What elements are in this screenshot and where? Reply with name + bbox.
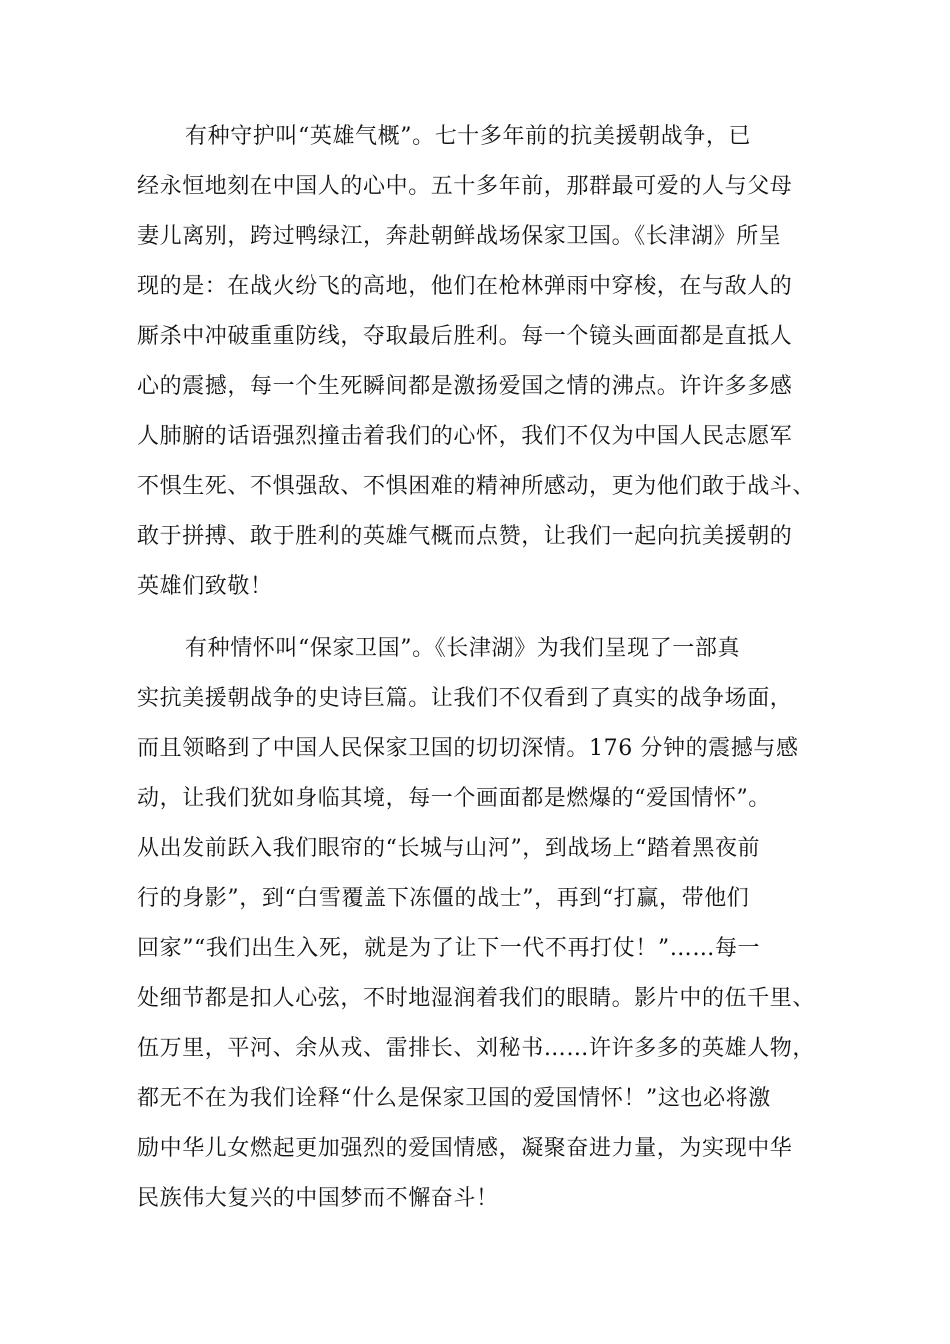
text-line: 妻儿离别，跨过鸭绿江，奔赴朝鲜战场保家卫国。《长津湖》所呈 <box>137 224 782 249</box>
text-line: 有种守护叫“英雄气概”。七十多年前的抗美援朝战争，已 <box>185 124 752 149</box>
paragraph-defend-homeland <box>137 630 837 1230</box>
text-line: 经永恒地刻在中国人的心中。五十多年前，那群最可爱的人与父母 <box>137 174 793 199</box>
text-line: 民族伟大复兴的中国梦而不懈奋斗！ <box>137 1186 499 1211</box>
text-line: 从出发前跃入我们眼帘的“长城与山河”，到战场上“踏着黑夜前 <box>137 836 761 861</box>
text-line: 英雄们致敬！ <box>137 574 273 599</box>
text-line: 励中华儿女燃起更加强烈的爱国情感，凝聚奋进力量，为实现中华 <box>137 1136 793 1161</box>
text-line: 心的震撼，每一个生死瞬间都是激扬爱国之情的沸点。许许多多感 <box>137 374 793 399</box>
paragraph-heroic-spirit <box>137 118 837 618</box>
text-line: 回家”“我们出生入死，就是为了让下一代不再打仗！”……每一 <box>137 936 761 961</box>
text-line: 动，让我们犹如身临其境，每一个画面都是燃爆的“爱国情怀”。 <box>137 786 771 811</box>
text-line: 有种情怀叫“保家卫国”。《长津湖》为我们呈现了一部真 <box>185 636 741 661</box>
text-line: 行的身影”，到“白雪覆盖下冻僵的战士”，再到“打赢，带他们 <box>137 886 750 911</box>
text-line: 伍万里，平河、余从戎、雷排长、刘秘书……许许多多的英雄人物， <box>137 1036 816 1061</box>
text-line: 不惧生死、不惧强敌、不惧困难的精神所感动，更为他们敢于战斗、 <box>137 474 816 499</box>
text-line: 都无不在为我们诠释“什么是保家卫国的爱国情怀！”这也必将激 <box>137 1086 771 1111</box>
text-line: 处细节都是扣人心弦，不时地湿润着我们的眼睛。影片中的伍千里、 <box>137 986 816 1011</box>
text-line: 而且领略到了中国人民保家卫国的切切深情。176 分钟的震撼与感 <box>137 736 799 761</box>
text-line: 现的是：在战火纷飞的高地，他们在枪林弹雨中穿梭，在与敌人的 <box>137 274 793 299</box>
text-line: 人肺腑的话语强烈撞击着我们的心怀，我们不仅为中国人民志愿军 <box>137 424 793 449</box>
text-line: 厮杀中冲破重重防线，夺取最后胜利。每一个镜头画面都是直抵人 <box>137 324 793 349</box>
text-line: 敢于拼搏、敢于胜利的英雄气概而点赞，让我们一起向抗美援朝的 <box>137 524 793 549</box>
text-line: 实抗美援朝战争的史诗巨篇。让我们不仅看到了真实的战争场面， <box>137 686 793 711</box>
